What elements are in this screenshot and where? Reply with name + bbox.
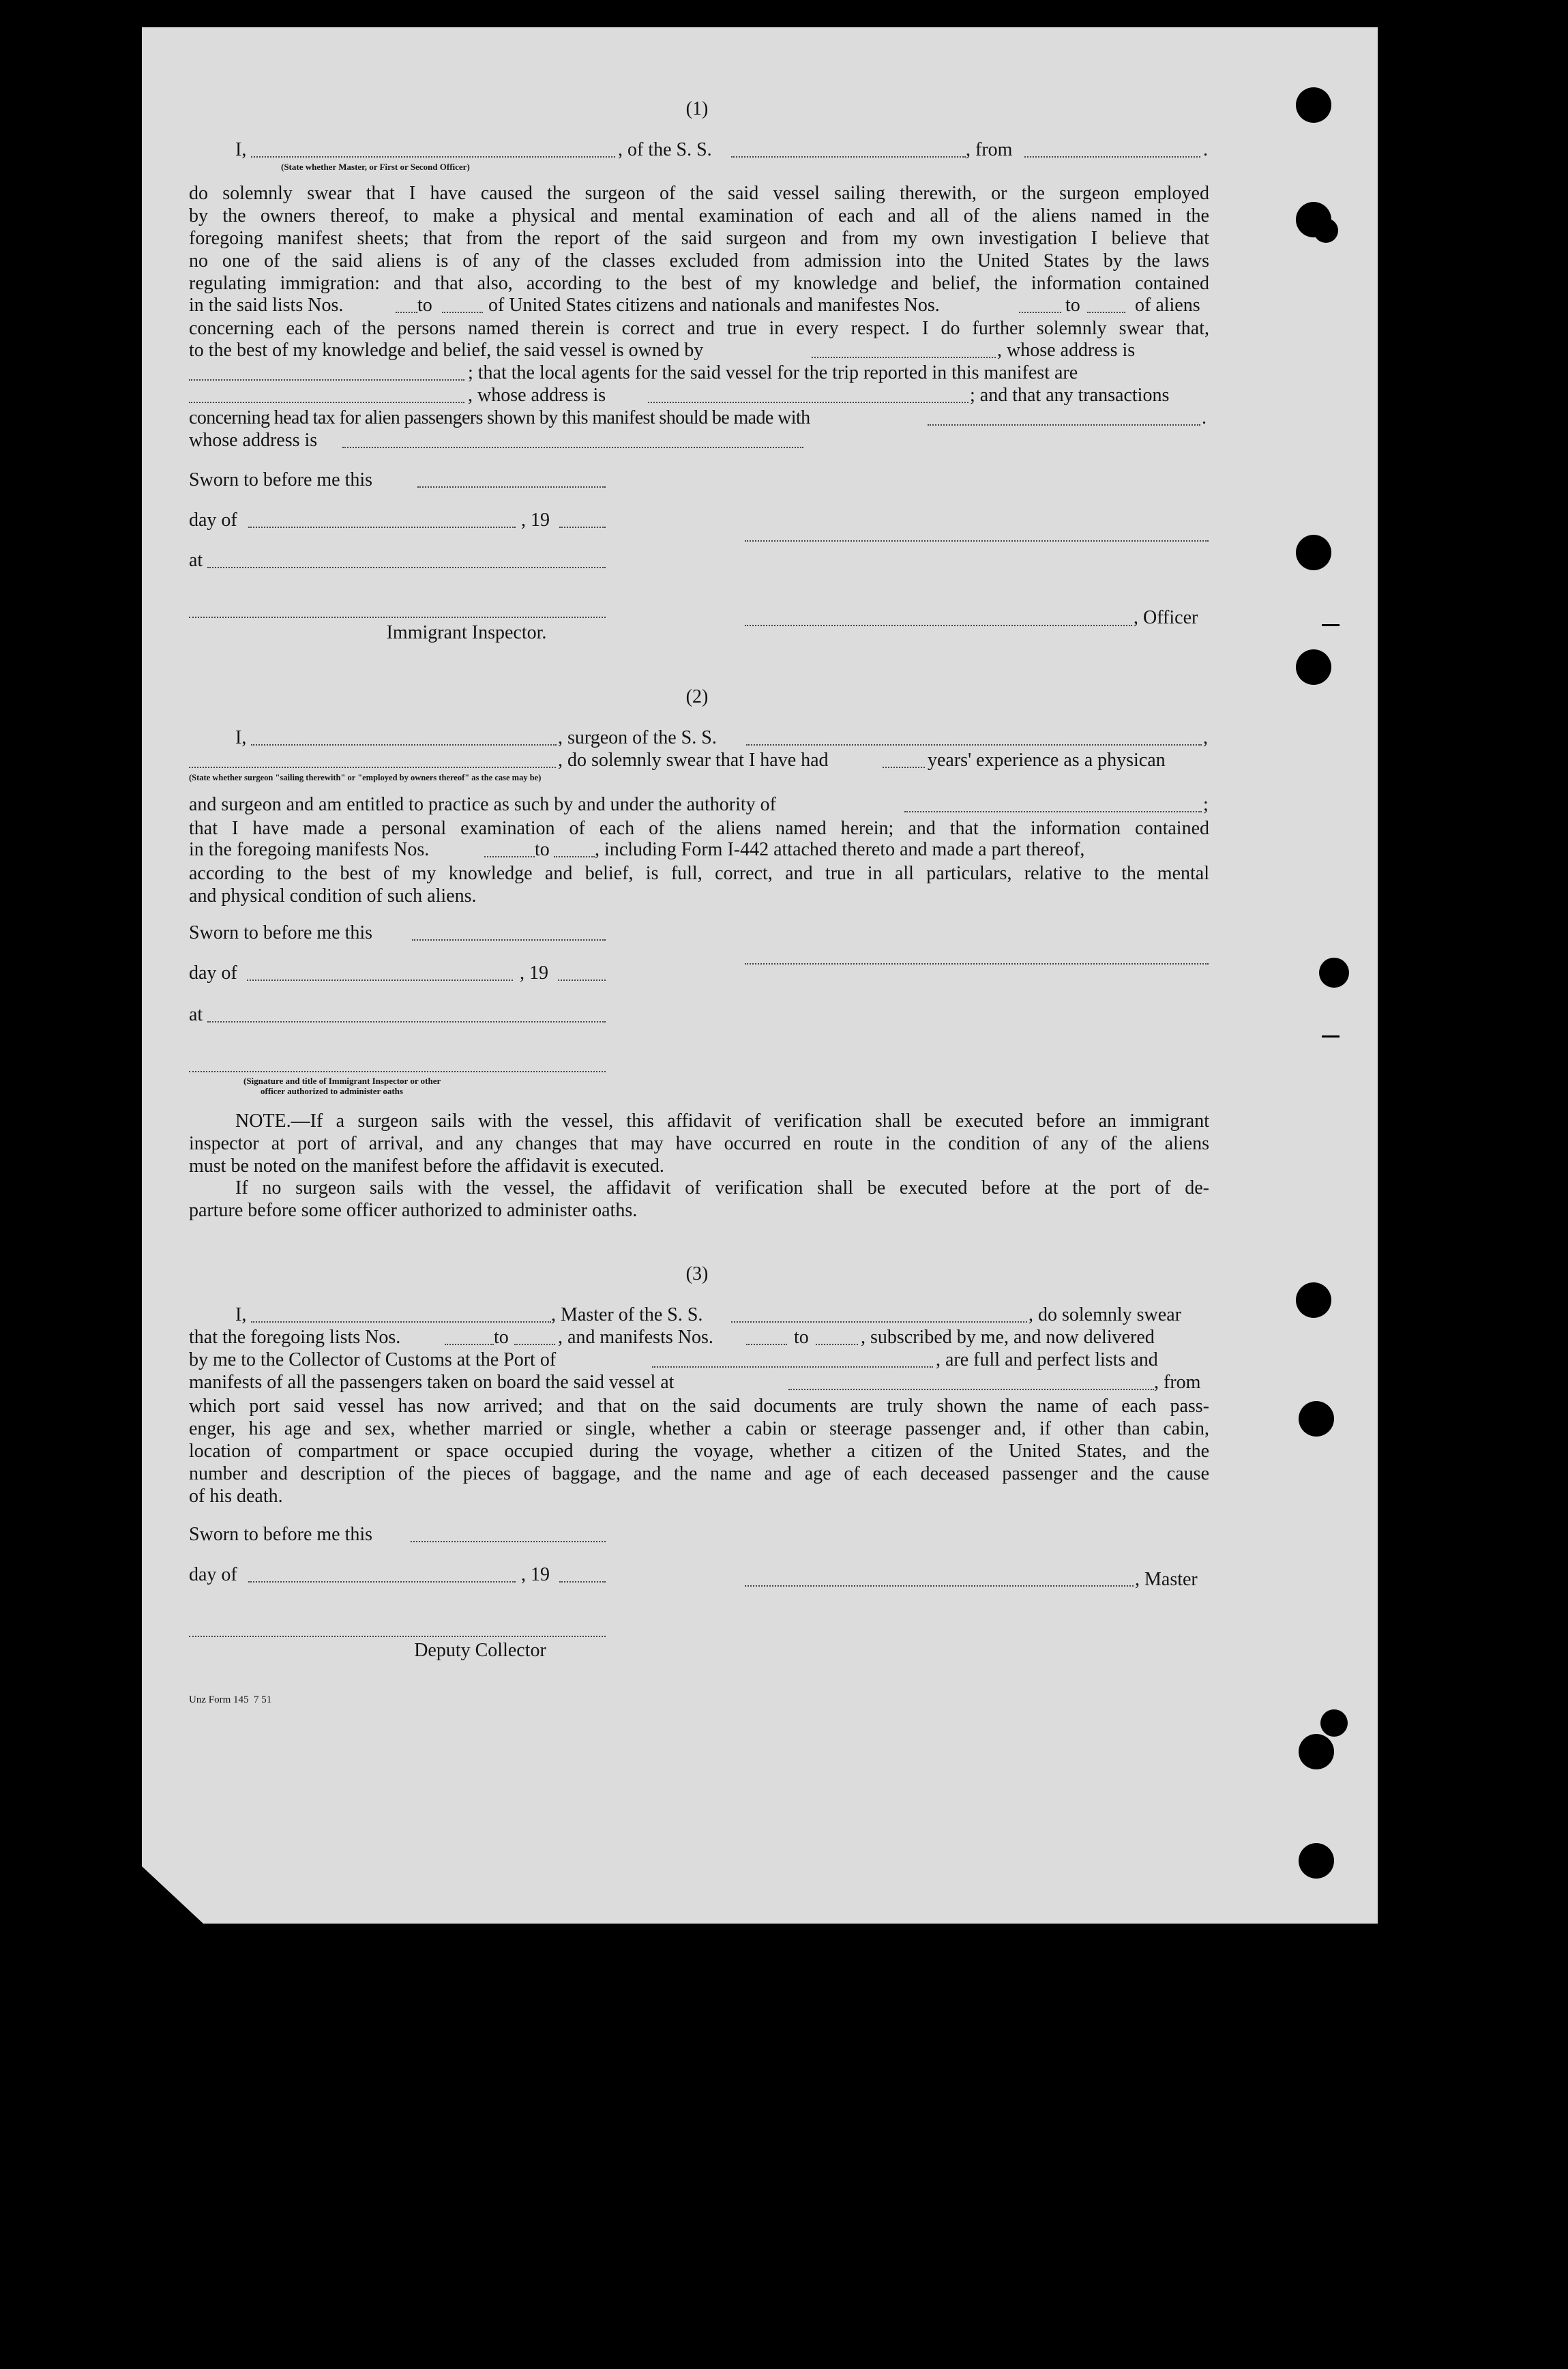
surgeon-capacity-note: (State whether surgeon "sailing therewith" or "employed by owners thereof" as the case may be) — [189, 773, 542, 782]
oath-line: foregoing manifest sheets; that from the report of the said surgeon and from my own investigation I believe that — [189, 228, 1209, 249]
oath-line: no one of the said aliens is of any of the classes excluded from admission into the United States by the laws — [189, 250, 1209, 271]
form-number: Unz Form 145 7 51 — [189, 1694, 272, 1705]
officer-signature-blank-1 — [745, 540, 1209, 542]
oath-line: and physical condition of such aliens. — [189, 885, 477, 907]
transactions-label: ; and that any transactions — [970, 385, 1170, 406]
inspector-signature-blank — [189, 1071, 606, 1072]
month-blank — [247, 980, 513, 981]
of-the-ss-label: , of the S. S. — [618, 139, 712, 160]
year-label: , 19 — [521, 1564, 550, 1585]
year-blank — [559, 1581, 606, 1583]
at-label: at — [189, 1004, 203, 1025]
day-of-label: day of — [189, 510, 237, 531]
sworn-day-blank — [412, 939, 606, 941]
manifest-from-blank — [1019, 312, 1061, 313]
punch-hole — [1296, 87, 1331, 123]
port-blank — [652, 1366, 933, 1368]
sworn-day-blank — [411, 1541, 606, 1542]
inspector-signature-blank — [189, 617, 606, 618]
place-blank — [207, 1021, 606, 1022]
oath-line: that I have made a personal examination of each of the aliens named herein; and that the information contained — [189, 818, 1209, 839]
place-blank — [207, 567, 606, 568]
surgeon-name-blank — [251, 744, 557, 746]
punch-hole — [1296, 535, 1331, 570]
sworn-label: Sworn to before me this — [189, 1524, 373, 1545]
to-label: to — [1065, 295, 1080, 316]
line-end: . — [1203, 139, 1208, 160]
inspector-label: Immigrant Inspector. — [386, 622, 547, 643]
day-of-label: day of — [189, 1564, 237, 1585]
to-label: to — [417, 295, 432, 316]
master-signature-blank — [745, 1585, 1134, 1587]
oath-line: according to the best of my knowledge and belief, is full, correct, and true in all particulars, relative to the mental — [189, 863, 1209, 884]
line-end: . — [1202, 407, 1207, 428]
note-line: NOTE.—If a surgeon sails with the vessel, this affidavit of verification shall be executed before an immigrant — [235, 1110, 1209, 1132]
punch-hole — [1319, 958, 1349, 988]
oath-line: location of compartment or space occupied during the voyage, whether a citizen of the United States, and the — [189, 1441, 1209, 1462]
year-blank — [559, 527, 606, 528]
from-label: , from — [966, 139, 1013, 160]
whose-address-label: whose address is — [189, 430, 318, 451]
year-label: , 19 — [521, 510, 550, 531]
punch-hole — [1296, 649, 1331, 685]
year-blank — [558, 980, 606, 981]
section-number: (3) — [685, 1263, 709, 1284]
punch-hole — [1299, 1401, 1334, 1437]
lists-label: that the foregoing lists Nos. — [189, 1327, 401, 1348]
month-blank — [248, 527, 516, 528]
officer-label: , Officer — [1134, 607, 1198, 628]
list-to-blank — [442, 312, 483, 313]
list-from-blank — [445, 1344, 494, 1345]
manifests-label: in the foregoing manifests Nos. — [189, 839, 430, 860]
oath-line: which port said vessel has now arrived; and that on the said documents are truly shown the name of each pass- — [189, 1396, 1209, 1417]
officer-rank-blank — [251, 156, 615, 158]
head-tax-label: concerning head tax for alien passengers shown by this manifest should be made with — [189, 407, 810, 428]
manifest-from-blank — [746, 1344, 787, 1345]
manifests-of-label: manifests of all the passengers taken on board the said vessel at — [189, 1372, 675, 1393]
officer-signature-blank-2 — [745, 625, 1132, 626]
sworn-label: Sworn to before me this — [189, 922, 373, 943]
oath-line: by the owners thereof, to make a physical and mental examination of each and all of the aliens named in the — [189, 205, 1209, 226]
head-tax-blank — [928, 424, 1200, 426]
oath-line: enger, his age and sex, whether married or single, whether a cabin or steerage passenger and, if other than cabin, — [189, 1418, 1209, 1439]
vessel-name-blank — [731, 156, 966, 158]
section-number: (2) — [685, 686, 709, 707]
experience-label: years' experience as a physican — [928, 750, 1166, 771]
deputy-collector-label: Deputy Collector — [414, 1640, 546, 1661]
master-name-blank — [251, 1321, 551, 1323]
owned-by-label: to the best of my knowledge and belief, the said vessel is owned by — [189, 340, 704, 361]
at-label: at — [189, 550, 203, 571]
years-blank — [883, 767, 925, 768]
agents-address-blank — [648, 402, 968, 403]
note-line: parture before some officer authorized to administer oaths. — [189, 1200, 638, 1221]
manifest-to-blank — [554, 856, 595, 857]
line-end: , — [1203, 727, 1208, 748]
oath-line: regulating immigration: and that also, according to the best of my knowledge and belief, the information contained — [189, 273, 1209, 294]
list-from-blank — [396, 312, 417, 313]
pronoun-i: I, — [235, 139, 247, 160]
aliens-label: of aliens — [1135, 295, 1200, 316]
authority-blank — [904, 811, 1202, 812]
agents-blank — [189, 402, 464, 403]
punch-hole — [1296, 1282, 1331, 1318]
to-label: to — [494, 1327, 509, 1348]
local-agents-label: ; that the local agents for the said vessel for the trip reported in this manifest are — [468, 362, 1078, 383]
pronoun-i: I, — [235, 727, 247, 748]
signature-note: officer authorized to administer oaths — [261, 1086, 403, 1096]
master-label: , Master — [1135, 1569, 1198, 1590]
swear-label: , do solemnly swear that I have had — [558, 750, 829, 771]
year-label: , 19 — [520, 962, 548, 984]
punch-hole — [1314, 218, 1338, 243]
note-line: If no surgeon sails with the vessel, the affidavit of verification shall be executed before at the port of de- — [235, 1177, 1209, 1198]
binder-tick — [1322, 1035, 1340, 1038]
vessel-name-blank — [746, 744, 1202, 746]
lists-label: in the said lists Nos. — [189, 295, 344, 316]
surgeon-signature-blank — [745, 963, 1209, 965]
solemnly-swear-label: , do solemnly swear — [1029, 1304, 1181, 1325]
sworn-day-blank — [417, 486, 606, 488]
punch-hole — [1299, 1734, 1334, 1769]
month-blank — [248, 1581, 516, 1583]
collector-label: by me to the Collector of Customs at the Port of — [189, 1349, 557, 1370]
citizens-label: of United States citizens and nationals and manifestes Nos. — [488, 295, 940, 316]
vessel-name-blank — [731, 1321, 1027, 1323]
signature-note: (Signature and title of Immigrant Inspector or other — [243, 1076, 441, 1086]
binder-tick — [1322, 624, 1340, 626]
to-label: to — [535, 839, 550, 860]
whose-address-label: , whose address is — [997, 340, 1136, 361]
note-line: must be noted on the manifest before the affidavit is executed. — [189, 1156, 664, 1177]
note-line: inspector at port of arrival, and any changes that may have occurred en route in the condition of any of the aliens — [189, 1133, 1209, 1154]
surgeon-capacity-blank — [189, 767, 556, 768]
whose-address-label: , whose address is — [468, 385, 606, 406]
from-label: , from — [1154, 1372, 1201, 1393]
embark-port-blank — [788, 1389, 1154, 1390]
master-label: , Master of the S. S. — [551, 1304, 703, 1325]
owner-address-blank — [189, 379, 464, 381]
oath-line: of his death. — [189, 1486, 283, 1507]
officer-rank-note: (State whether Master, or First or Second Officer) — [281, 162, 470, 172]
owner-blank — [812, 357, 996, 358]
punch-hole — [1299, 1843, 1334, 1879]
perfect-lists-label: , are full and perfect lists and — [936, 1349, 1158, 1370]
oath-line: number and description of the pieces of baggage, and the name and age of each deceased passenger and the cause — [189, 1463, 1209, 1484]
list-to-blank — [514, 1344, 555, 1345]
pronoun-i: I, — [235, 1304, 247, 1325]
oath-line: do solemnly swear that I have caused the surgeon of the said vessel sailing therewith, or the surgeon employed — [189, 183, 1209, 204]
manifest-from-blank — [484, 856, 535, 857]
deputy-signature-blank — [189, 1636, 606, 1637]
punch-hole — [1320, 1709, 1348, 1737]
section-number: (1) — [685, 98, 709, 119]
oath-line: concerning each of the persons named therein is correct and true in every respect. I do further solemnly swear that, — [189, 318, 1209, 339]
head-tax-address-blank — [342, 447, 803, 448]
day-of-label: day of — [189, 962, 237, 984]
to-label: to — [794, 1327, 809, 1348]
line-end: ; — [1203, 794, 1209, 815]
subscribed-label: , subscribed by me, and now delivered — [861, 1327, 1155, 1348]
manifest-to-blank — [816, 1344, 858, 1345]
sworn-label: Sworn to before me this — [189, 469, 373, 490]
manifests-label: , and manifests Nos. — [558, 1327, 713, 1348]
from-port-blank — [1024, 156, 1200, 158]
surgeon-label: , surgeon of the S. S. — [558, 727, 717, 748]
manifest-to-blank — [1087, 312, 1125, 313]
authority-label: and surgeon and am entitled to practice as such by and under the authority of — [189, 794, 776, 815]
form-i442-label: , including Form I-442 attached thereto and made a part thereof, — [595, 839, 1085, 860]
